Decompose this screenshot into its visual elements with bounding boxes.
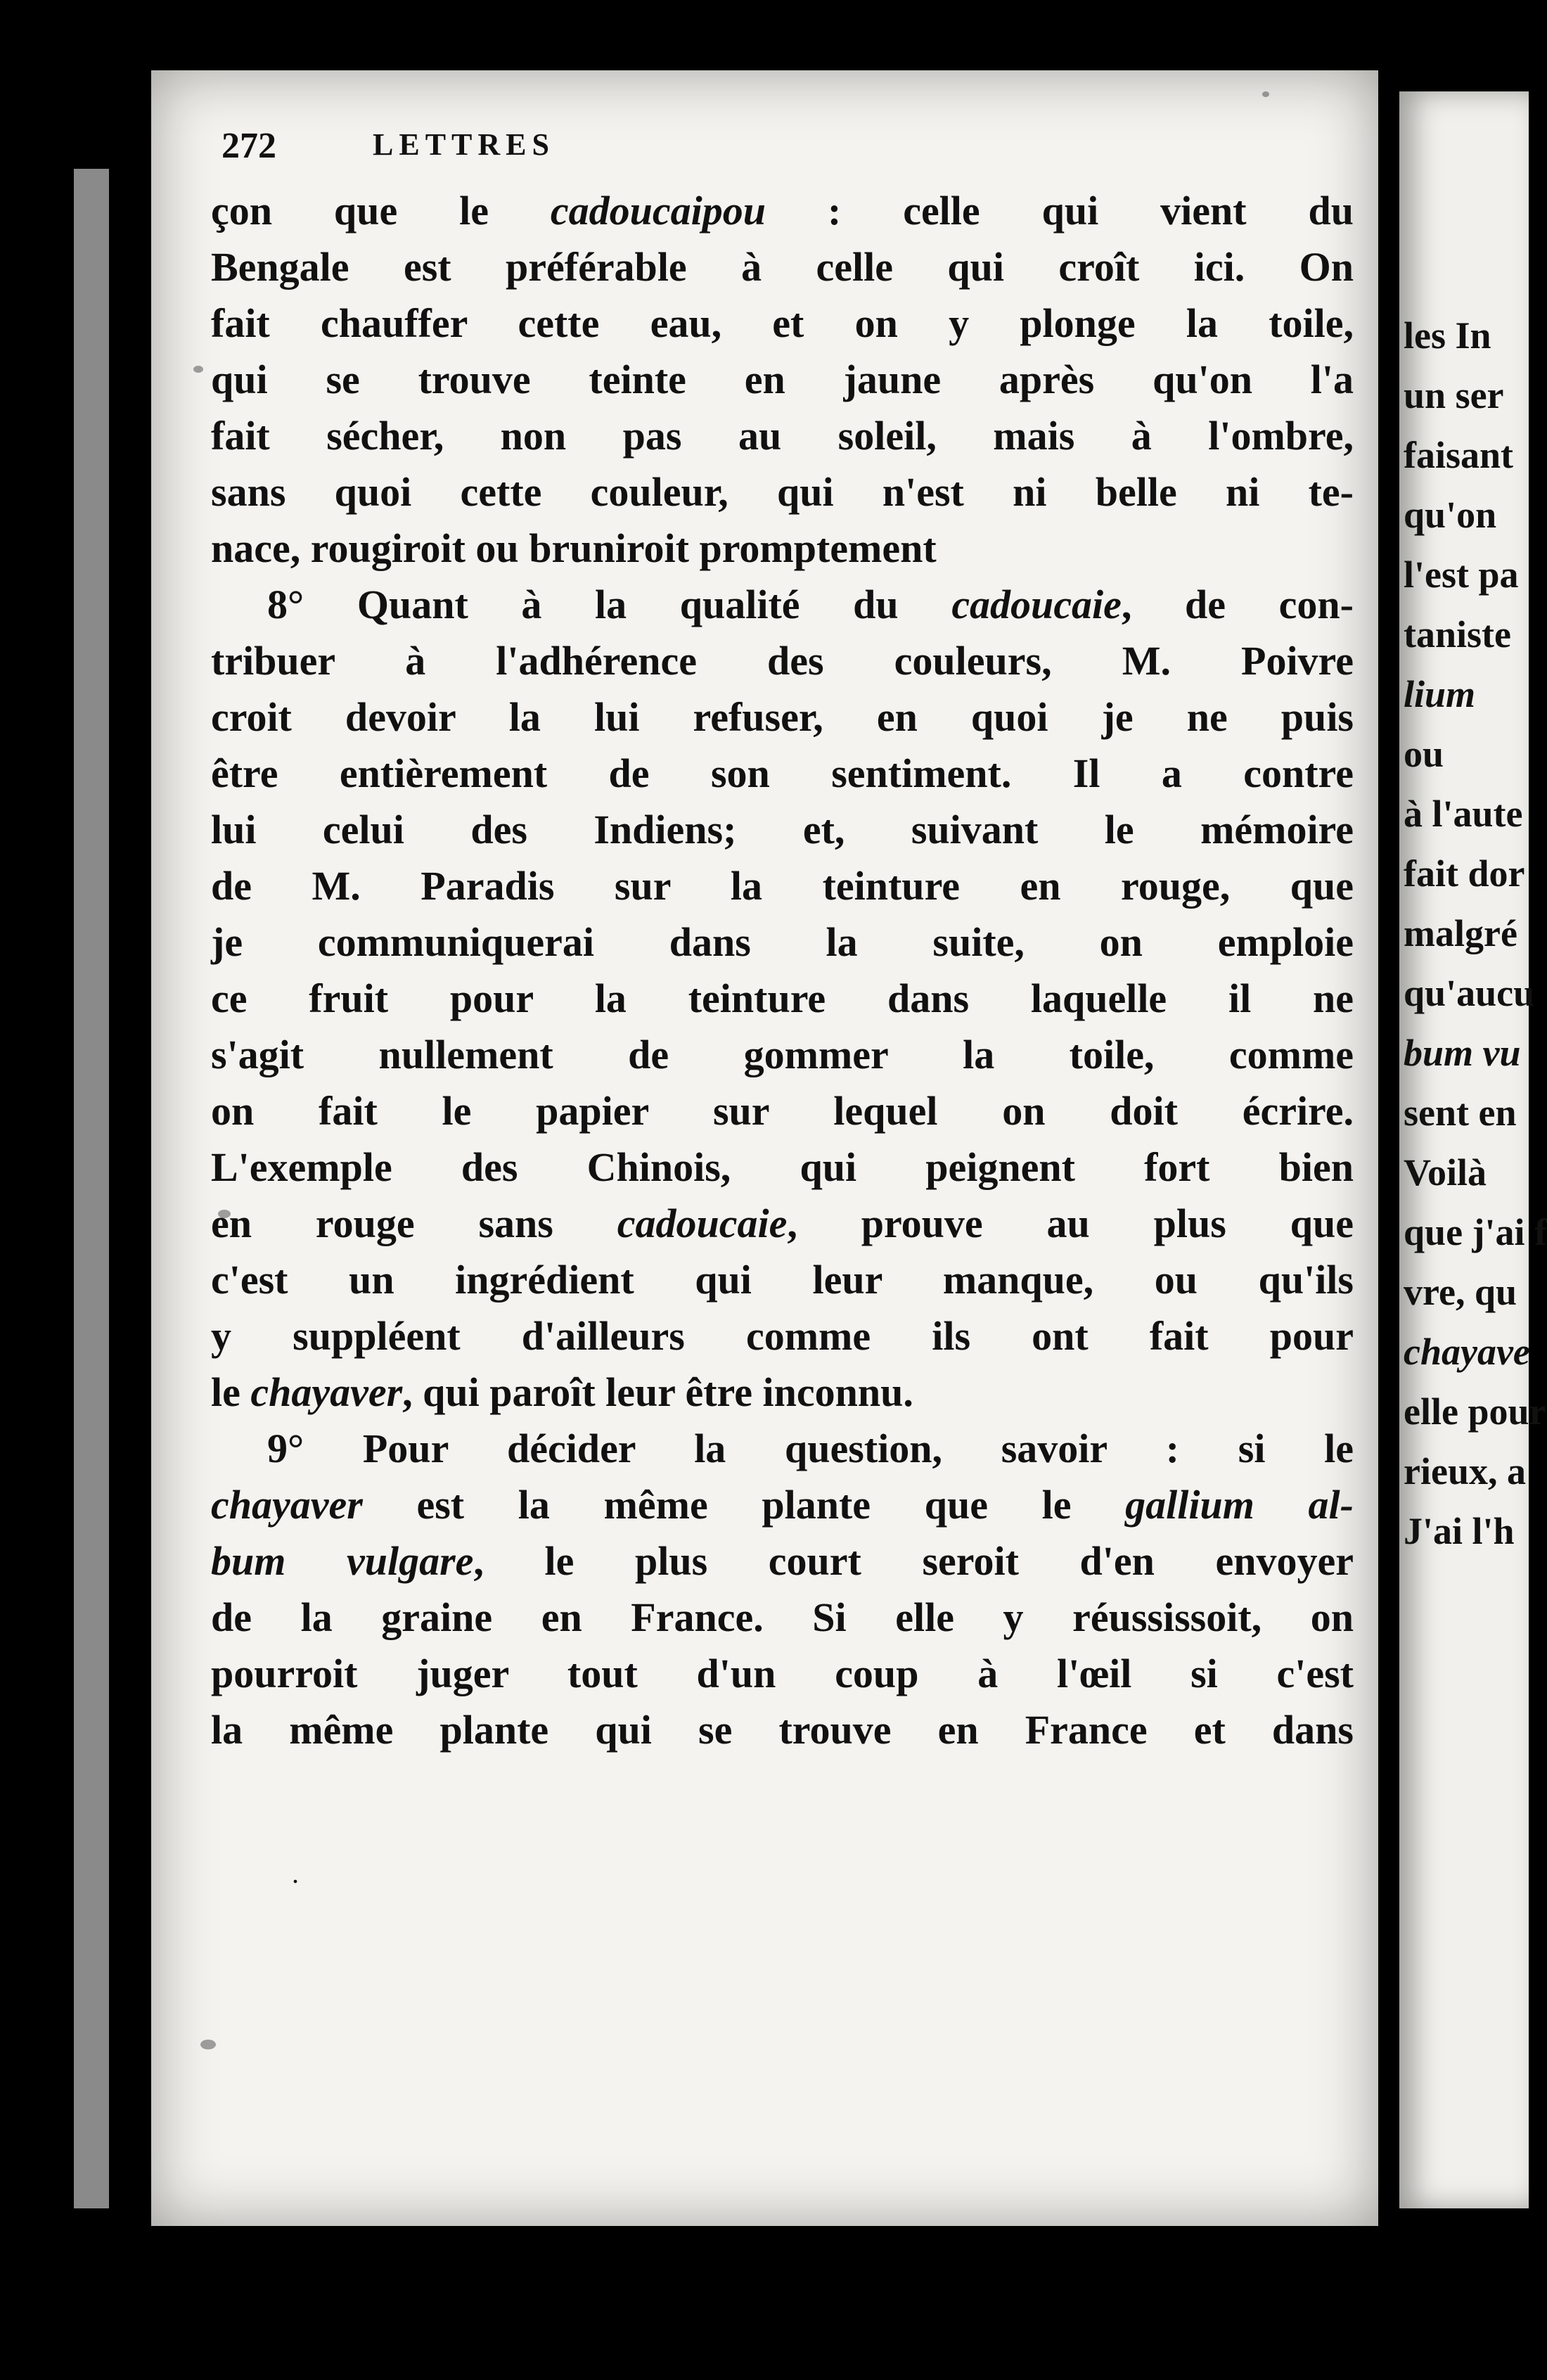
body-text xyxy=(211,183,1354,1758)
text-line xyxy=(211,1364,1354,1421)
text-segment: je communiquerai dans la suite, on emploie xyxy=(211,919,1354,965)
text-segment: tribuer à l'adhérence des couleurs, M. Poivre xyxy=(211,638,1354,684)
text-segment: s'agit nullement de gommer la toile, comme xyxy=(211,1032,1354,1077)
text-segment: lui celui des Indiens; et, suivant le mémoire xyxy=(211,807,1354,852)
text-line xyxy=(211,1646,1354,1702)
italic-term: bum vulgare xyxy=(211,1538,474,1584)
text-segment: de M. Paradis sur la teinture en rouge, que xyxy=(211,863,1354,909)
text-segment: , de con- xyxy=(1121,582,1354,627)
italic-term: chayaver xyxy=(211,1482,363,1528)
text-segment: être entièrement de son sentiment. Il a contre xyxy=(211,750,1354,796)
facing-line xyxy=(1404,964,1547,1023)
text-line xyxy=(211,689,1354,746)
text-segment: la même plante qui se trouve en France et dans xyxy=(211,1707,1354,1753)
facing-fragment: que j'ai f xyxy=(1404,1211,1547,1253)
facing-fragment: elle pour xyxy=(1404,1390,1546,1433)
facing-line xyxy=(1404,306,1547,366)
text-line xyxy=(211,1308,1354,1364)
facing-fragment: qu'on xyxy=(1404,494,1497,536)
facing-fragment: l'est pa xyxy=(1404,554,1519,596)
facing-line xyxy=(1404,844,1547,904)
facing-line xyxy=(1404,1442,1547,1502)
facing-fragment: faisant xyxy=(1404,434,1514,476)
facing-line xyxy=(1404,784,1547,844)
text-segment: nace, rougiroit ou bruniroit promptement xyxy=(211,525,937,571)
text-segment: c'est un ingrédient qui leur manque, ou qu'ils xyxy=(211,1257,1354,1303)
facing-fragment: à l'aute xyxy=(1404,793,1523,835)
facing-fragment: taniste xyxy=(1404,613,1511,655)
text-line xyxy=(211,1589,1354,1646)
facing-fragment: chayave xyxy=(1404,1331,1530,1373)
book-page-right-fragment xyxy=(1399,91,1547,2208)
running-title: LETTRES xyxy=(373,127,555,162)
text-segment: , le plus court seroit d'en envoyer xyxy=(473,1538,1354,1584)
text-line xyxy=(211,1533,1354,1589)
text-line xyxy=(211,239,1354,295)
facing-fragment: J'ai l'h xyxy=(1404,1510,1515,1552)
facing-line xyxy=(1404,1322,1547,1382)
italic-term: gallium al- xyxy=(1125,1482,1354,1528)
facing-line xyxy=(1404,1023,1547,1083)
text-segment: 9° Pour décider la question, savoir : si le xyxy=(267,1426,1354,1471)
text-segment: sans quoi cette couleur, qui n'est ni belle ni te- xyxy=(211,469,1354,515)
text-segment: Bengale est préférable à celle qui croît ici. On xyxy=(211,244,1354,290)
facing-line xyxy=(1404,904,1547,964)
facing-line xyxy=(1404,1203,1547,1262)
facing-line xyxy=(1404,1143,1547,1203)
text-segment: , qui paroît leur être inconnu. xyxy=(402,1369,913,1415)
text-segment: fait chauffer cette eau, et on y plonge la toile, xyxy=(211,300,1354,346)
facing-line xyxy=(1404,545,1547,605)
text-line xyxy=(211,1421,1354,1477)
text-line xyxy=(211,520,1354,577)
text-line xyxy=(211,1477,1354,1533)
text-segment: : celle qui vient du xyxy=(766,188,1354,233)
text-line xyxy=(211,1027,1354,1083)
facing-line xyxy=(1404,1262,1547,1322)
facing-fragment: sent en xyxy=(1404,1092,1517,1134)
text-segment: çon que le xyxy=(211,188,551,233)
facing-line xyxy=(1404,605,1547,665)
text-line xyxy=(211,802,1354,858)
text-line xyxy=(211,577,1354,633)
text-line xyxy=(211,1196,1354,1252)
italic-term: cadoucaie xyxy=(951,582,1122,627)
italic-term: chayaver xyxy=(250,1369,403,1415)
facing-fragment: les In xyxy=(1404,314,1491,357)
text-line xyxy=(211,295,1354,352)
facing-line xyxy=(1404,665,1547,784)
text-line xyxy=(211,1252,1354,1308)
text-segment: le xyxy=(211,1369,251,1415)
facing-line xyxy=(1404,485,1547,545)
text-line xyxy=(211,1083,1354,1139)
text-line xyxy=(211,914,1354,971)
text-line xyxy=(211,746,1354,802)
facing-line xyxy=(1404,366,1547,426)
scan-edge-strip xyxy=(74,169,109,2208)
text-segment: L'exemple des Chinois, qui peignent fort bien xyxy=(211,1144,1354,1190)
facing-fragment-rest: ou xyxy=(1404,733,1444,775)
text-line xyxy=(211,633,1354,689)
facing-fragment: fait dor xyxy=(1404,852,1525,895)
text-line xyxy=(211,858,1354,914)
italic-term: cadoucaipou xyxy=(550,188,766,233)
facing-fragment: bum vu xyxy=(1404,1032,1521,1074)
text-line xyxy=(211,1702,1354,1758)
facing-fragment: rieux, a xyxy=(1404,1450,1526,1492)
text-segment: y suppléent d'ailleurs comme ils ont fait pour xyxy=(211,1313,1354,1359)
facing-line xyxy=(1404,426,1547,485)
text-segment: qui se trouve teinte en jaune après qu'on l'a xyxy=(211,357,1354,402)
text-segment: en rouge sans xyxy=(211,1201,617,1246)
text-segment: croit devoir la lui refuser, en quoi je ne puis xyxy=(211,694,1354,740)
text-line xyxy=(211,464,1354,520)
text-segment: 8° Quant à la qualité du xyxy=(267,582,952,627)
text-segment: pourroit juger tout d'un coup à l'œil si c'est xyxy=(211,1651,1354,1696)
text-segment: , prouve au plus que xyxy=(787,1201,1354,1246)
text-segment: fait sécher, non pas au soleil, mais à l'ombre, xyxy=(211,413,1354,459)
facing-fragment: Voilà xyxy=(1404,1151,1487,1194)
text-line xyxy=(211,1139,1354,1196)
facing-page-text xyxy=(1404,306,1547,1561)
facing-fragment: un ser xyxy=(1404,374,1504,416)
facing-line xyxy=(1404,1502,1547,1561)
text-segment: on fait le papier sur lequel on doit écrire. xyxy=(211,1088,1354,1134)
facing-fragment: qu'aucu xyxy=(1404,972,1535,1014)
text-line xyxy=(211,183,1354,239)
text-segment: ce fruit pour la teinture dans laquelle il ne xyxy=(211,975,1354,1021)
text-line xyxy=(211,408,1354,464)
facing-fragment: lium xyxy=(1404,673,1476,715)
text-segment: est la même plante que le xyxy=(362,1482,1126,1528)
facing-fragment: vre, qu xyxy=(1404,1271,1517,1313)
page-number: 272 xyxy=(222,126,276,166)
facing-line xyxy=(1404,1382,1547,1442)
facing-fragment: malgré xyxy=(1404,912,1517,954)
margin-mark: . xyxy=(292,1857,299,1889)
italic-term: cadoucaie xyxy=(617,1201,788,1246)
facing-line xyxy=(1404,1083,1547,1143)
text-segment: de la graine en France. Si elle y réussissoit, on xyxy=(211,1594,1354,1640)
text-line xyxy=(211,971,1354,1027)
text-line xyxy=(211,352,1354,408)
